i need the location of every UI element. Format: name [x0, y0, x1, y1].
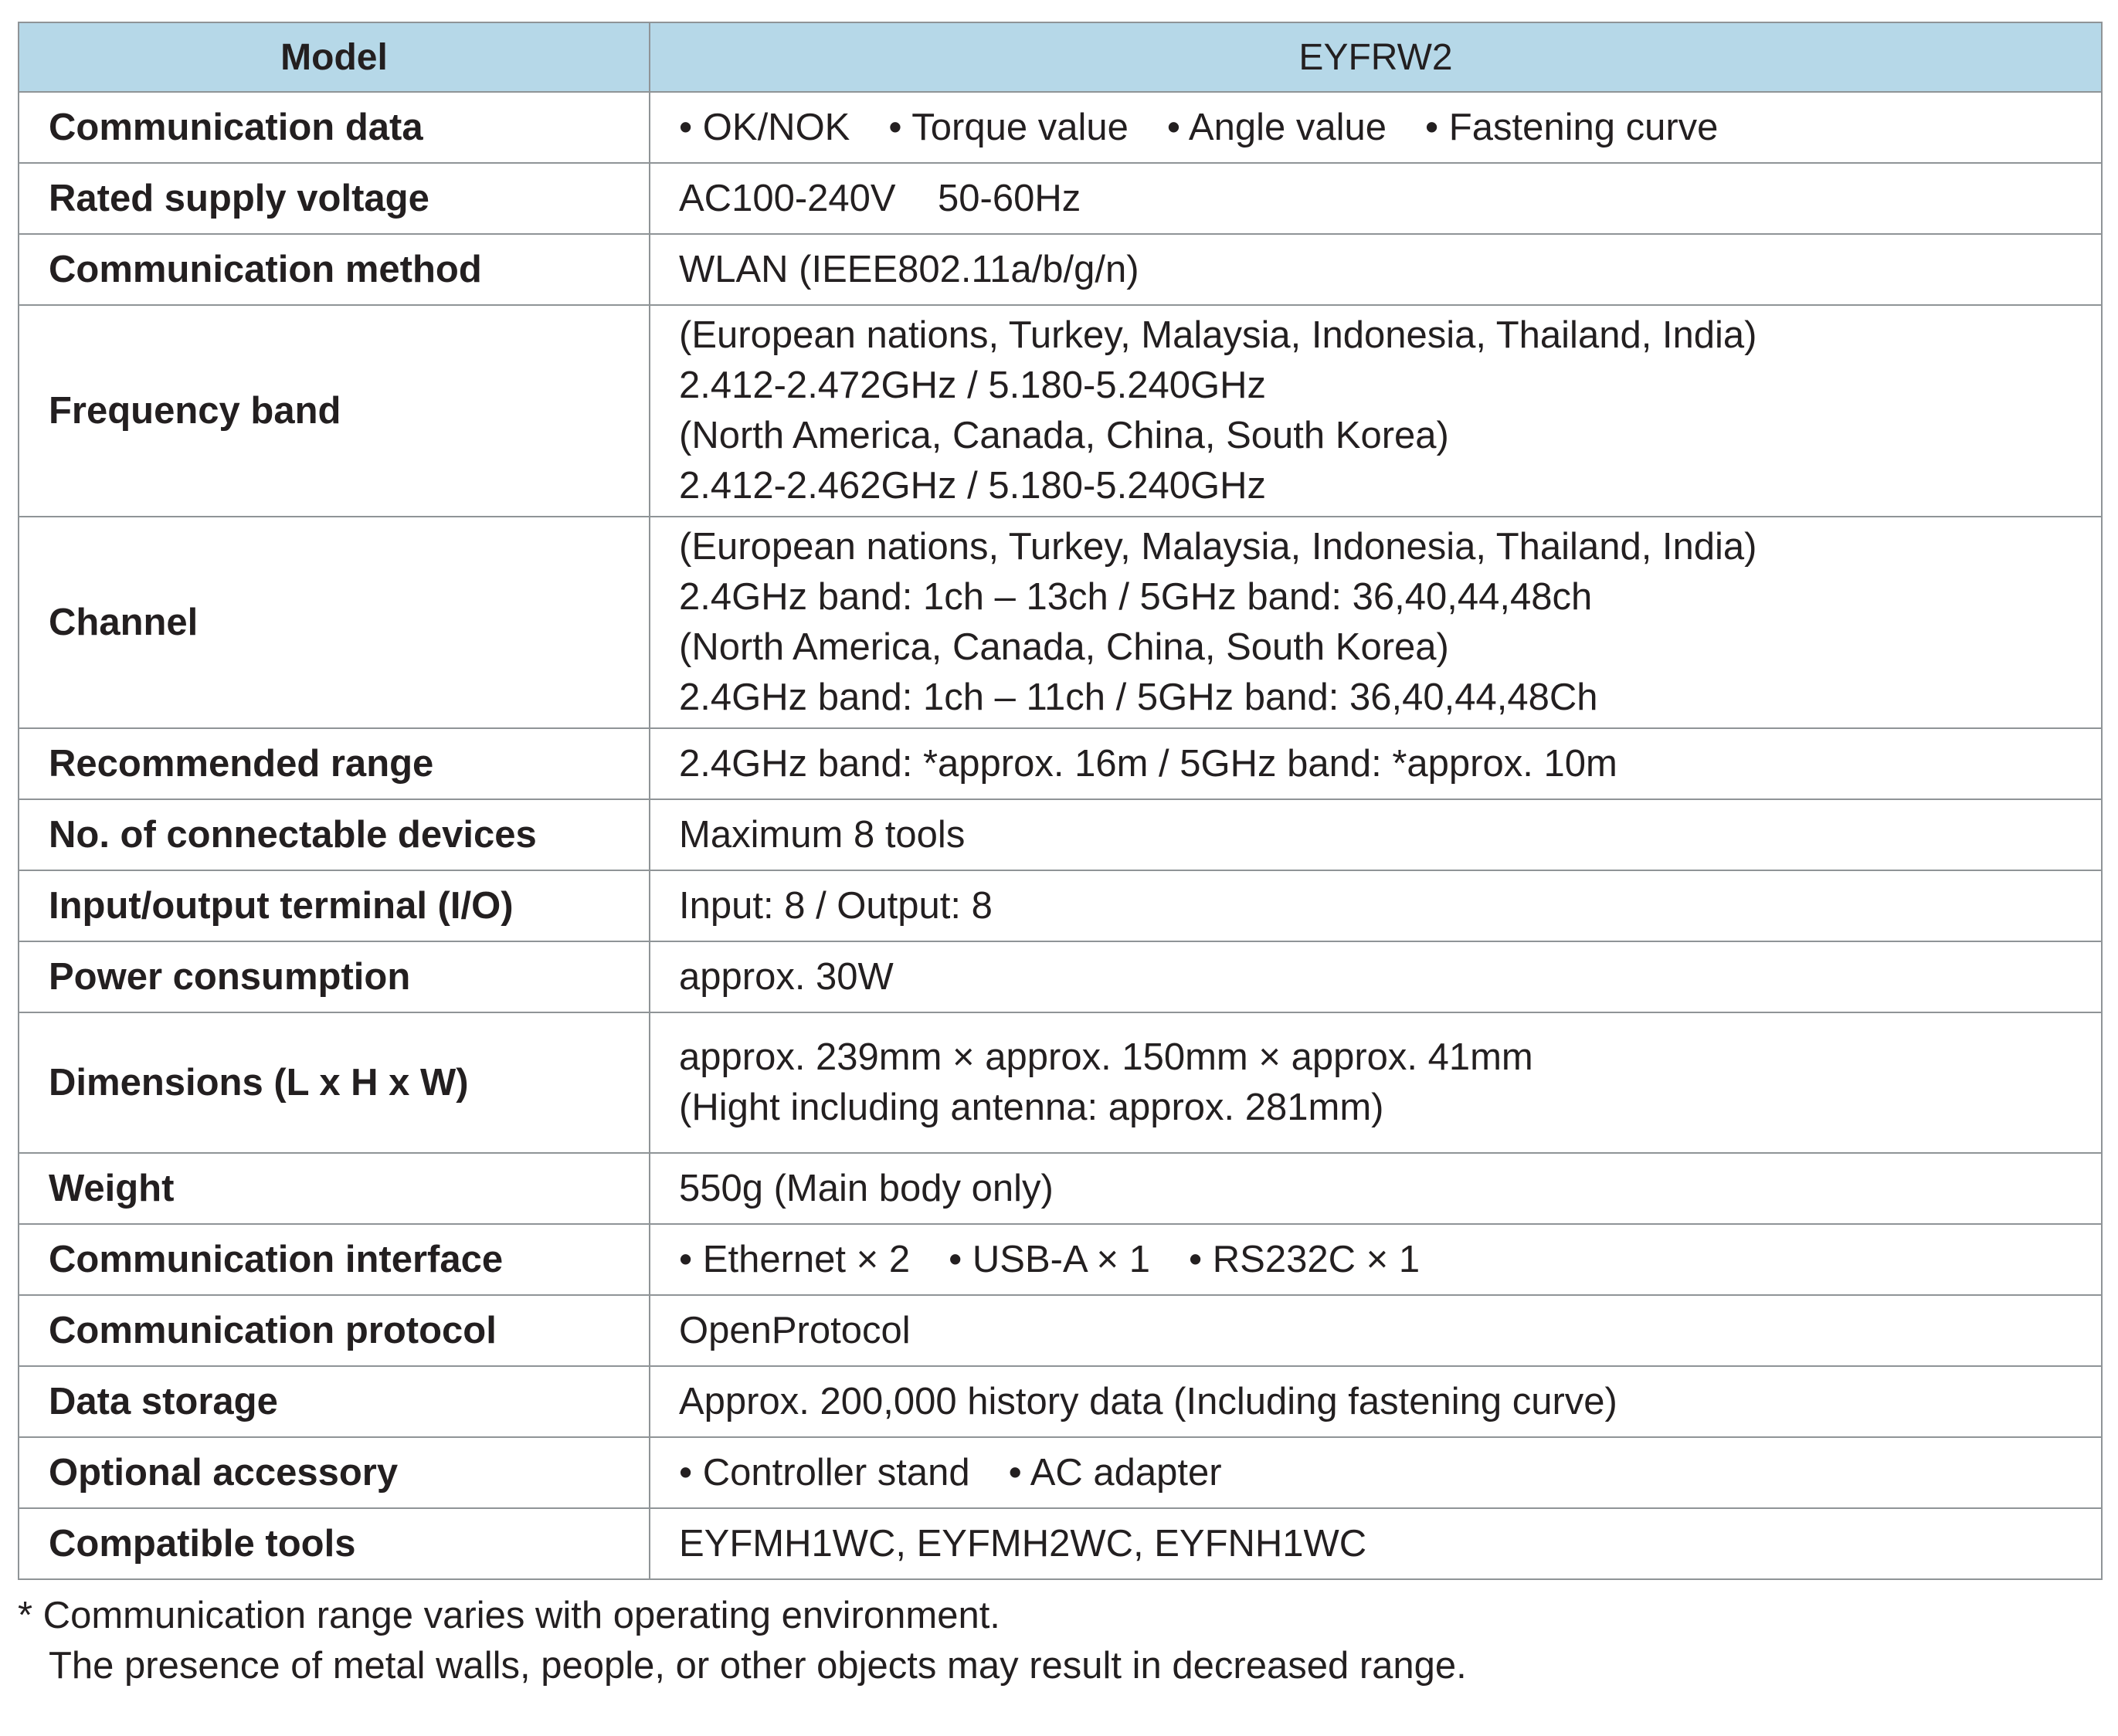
row-label: Rated supply voltage [19, 163, 650, 234]
value-line: approx. 239mm × approx. 150mm × approx. 41mm [679, 1036, 1533, 1078]
value-text: OpenProtocol [679, 1309, 911, 1351]
row-label: Data storage [19, 1366, 650, 1437]
table-row [19, 799, 2102, 870]
table-row [19, 305, 2102, 517]
table-row [19, 1437, 2102, 1508]
value-text: approx. 30W [679, 955, 894, 998]
row-value [650, 1012, 2102, 1153]
footnote-line: The presence of metal walls, people, or other objects may result in decreased range. [49, 1645, 1467, 1687]
value-line: (North America, Canada, China, South Korea) [679, 415, 1449, 456]
row-label: Channel [19, 517, 650, 728]
table-row [19, 1295, 2102, 1366]
header-model-label: Model [19, 22, 650, 92]
row-value [650, 1224, 2102, 1295]
row-value [650, 1437, 2102, 1508]
bullet-item: • Torque value [888, 106, 1129, 148]
bullet-item: • Controller stand [679, 1451, 970, 1494]
row-label: Communication protocol [19, 1295, 650, 1366]
value-line: 2.4GHz band: 1ch – 11ch / 5GHz band: 36,40,44,48Ch [679, 676, 1598, 718]
row-label: Optional accessory [19, 1437, 650, 1508]
table-row [19, 728, 2102, 799]
table-row [19, 1508, 2102, 1579]
row-label: Input/output terminal (I/O) [19, 870, 650, 941]
row-label: Communication interface [19, 1224, 650, 1295]
table-row [19, 1153, 2102, 1224]
row-value [650, 92, 2102, 163]
bullet-item: • AC adapter [1008, 1451, 1222, 1494]
row-value [650, 517, 2102, 728]
row-value [650, 163, 2102, 234]
footnote-line: * Communication range varies with operating environment. [18, 1595, 1000, 1636]
table-row [19, 941, 2102, 1012]
table-header-row [19, 22, 2102, 92]
row-label: Recommended range [19, 728, 650, 799]
row-value [650, 1508, 2102, 1579]
header-model-value: EYFRW2 [650, 22, 2102, 92]
spec-table [18, 22, 2103, 1580]
row-value [650, 941, 2102, 1012]
row-label: Weight [19, 1153, 650, 1224]
row-label: Frequency band [19, 305, 650, 517]
value-line: (European nations, Turkey, Malaysia, Indonesia, Thailand, India) [679, 314, 1757, 356]
bullet-item: • Ethernet × 2 [679, 1238, 911, 1280]
value-text: 550g (Main body only) [679, 1167, 1054, 1209]
value-line: (Hight including antenna: approx. 281mm) [679, 1087, 1384, 1128]
footnote [18, 1591, 1467, 1691]
table-row [19, 1366, 2102, 1437]
value-text: 2.4GHz band: *approx. 16m / 5GHz band: *approx. 10m [679, 742, 1617, 785]
table-row [19, 163, 2102, 234]
bullet-item: • USB-A × 1 [949, 1238, 1151, 1280]
value-line: 2.4GHz band: 1ch – 13ch / 5GHz band: 36,40,44,48ch [679, 576, 1593, 618]
row-value [650, 1153, 2102, 1224]
value-text: Approx. 200,000 history data (Including fastening curve) [679, 1380, 1617, 1422]
table-row [19, 92, 2102, 163]
value-line: (European nations, Turkey, Malaysia, Indonesia, Thailand, India) [679, 526, 1757, 568]
row-value [650, 1366, 2102, 1437]
table-row [19, 1224, 2102, 1295]
value-text: Input: 8 / Output: 8 [679, 884, 993, 927]
value-text: WLAN (IEEE802.11a/b/g/n) [679, 248, 1139, 290]
row-label: Dimensions (L x H x W) [19, 1012, 650, 1153]
row-value [650, 870, 2102, 941]
row-label: Communication data [19, 92, 650, 163]
row-label: Communication method [19, 234, 650, 305]
row-value [650, 728, 2102, 799]
value-line: (North America, Canada, China, South Korea) [679, 626, 1449, 668]
row-label: Power consumption [19, 941, 650, 1012]
table-row [19, 1012, 2102, 1153]
value-line: 2.412-2.472GHz / 5.180-5.240GHz [679, 364, 1266, 406]
value-text: EYFMH1WC, EYFMH2WC, EYFNH1WC [679, 1522, 1367, 1565]
row-value [650, 305, 2102, 517]
bullet-item: • Angle value [1166, 106, 1387, 148]
bullet-item: • Fastening curve [1425, 106, 1719, 148]
value-line: 2.412-2.462GHz / 5.180-5.240GHz [679, 465, 1266, 507]
table-row [19, 870, 2102, 941]
bullet-item: • RS232C × 1 [1189, 1238, 1420, 1280]
bullet-item: • OK/NOK [679, 106, 850, 148]
row-value [650, 234, 2102, 305]
table-row [19, 234, 2102, 305]
row-value [650, 1295, 2102, 1366]
value-text: Maximum 8 tools [679, 813, 966, 856]
value-text: AC100-240V 50-60Hz [679, 177, 1081, 219]
row-label: Compatible tools [19, 1508, 650, 1579]
row-label: No. of connectable devices [19, 799, 650, 870]
row-value [650, 799, 2102, 870]
table-row [19, 517, 2102, 728]
